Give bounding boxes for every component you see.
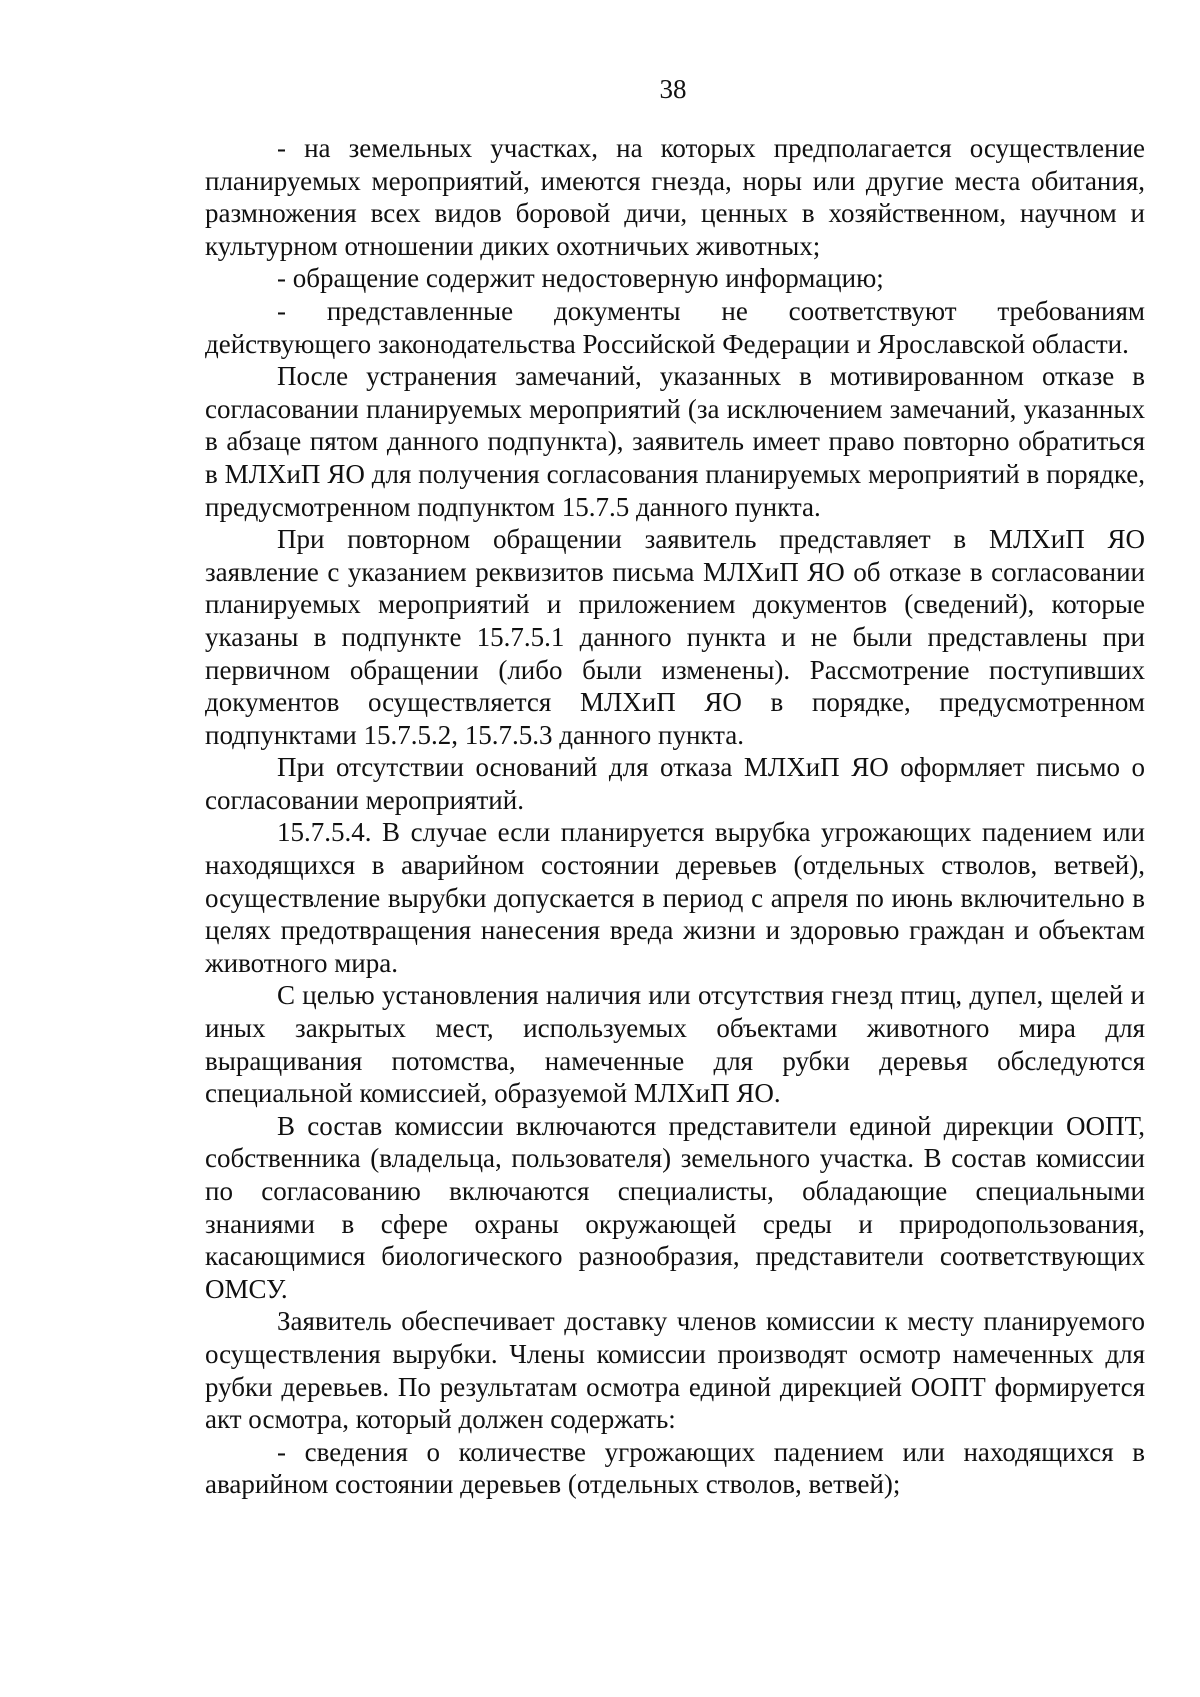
paragraph-nests-burrows: - на земельных участках, на которых предполагается осуществление планируемых мероприятий, имеются гнезда, норы или другие места обитания, размножения всех видов боровой дичи, ценных в хозяйственном, научном и культурном отношении диких охотничьих животных; (205, 133, 1145, 261)
paragraph-approval-letter: При отсутствии оснований для отказа МЛХиП ЯО оформляет письмо о согласовании мероприятий. (205, 752, 1145, 815)
paragraph-documents-noncompliant: - представленные документы не соответствуют требованиям действующего законодательства Российской Федерации и Ярославской области. (205, 295, 1145, 359)
paragraph-nest-survey: С целью установления наличия или отсутствия гнезд птиц, дупел, щелей и иных закрытых мест, используемых объектами животного мира для выращивания потомства, намеченные для рубки деревья обследуются специальной комиссией, образуемой МЛХиП ЯО. (205, 980, 1145, 1109)
paragraph-unreliable-info: - обращение содержит недостоверную информацию; (277, 263, 884, 294)
paragraph-15-7-5-4: 15.7.5.4. В случае если планируется вырубка угрожающих падением или находящихся в аварийном состоянии деревьев (отдельных стволов, ветвей), осуществление вырубки допускается в период с апреля по июнь включительно в целях предотвращения нанесения вреда жизни и здоровью граждан и объектам животного мира. (205, 817, 1145, 978)
paragraph-repeat-application: При повторном обращении заявитель представляет в МЛХиП ЯО заявление с указанием реквизитов письма МЛХиП ЯО об отказе в согласовании планируемых мероприятий и приложением документов (сведений), которые указаны в подпункте 15.7.5.1 данного пункта и не были представлены при первичном обращении (либо были изменены). Рассмотрение поступивших документов осуществляется МЛХиП ЯО в порядке, предусмотренном подпунктами 15.7.5.2, 15.7.5.3 данного пункта. (205, 524, 1145, 750)
document-body (205, 132, 1145, 1501)
paragraph-dangerous-trees-info: - сведения о количестве угрожающих падением или находящихся в аварийном состоянии деревьев (отдельных стволов, ветвей); (205, 1436, 1145, 1500)
page-number: 38 (659, 74, 687, 104)
paragraph-inspection-act: Заявитель обеспечивает доставку членов комиссии к месту планируемого осуществления вырубки. Члены комиссии производят осмотр намеченных для рубки деревьев. По результатам осмотра единой дирекцией ООПТ формируется акт осмотра, который должен содержать: (205, 1306, 1145, 1435)
paragraph-commission-composition: В состав комиссии включаются представители единой дирекции ООПТ, собственника (владельца, пользователя) земельного участка. В состав комиссии по согласованию включаются специалисты, обладающие специальными знаниями в сфере охраны окружающей среды и природопользования, касающимися биологического разнообразия, представители соответствующих ОМСУ. (205, 1110, 1145, 1304)
paragraph-after-remarks: После устранения замечаний, указанных в мотивированном отказе в согласовании планируемых мероприятий (за исключением замечаний, указанных в абзаце пятом данного подпункта), заявитель имеет право повторно обратиться в МЛХиП ЯО для получения согласования планируемых мероприятий в порядке, предусмотренном подпунктом 15.7.5 данного пункта. (205, 361, 1145, 522)
